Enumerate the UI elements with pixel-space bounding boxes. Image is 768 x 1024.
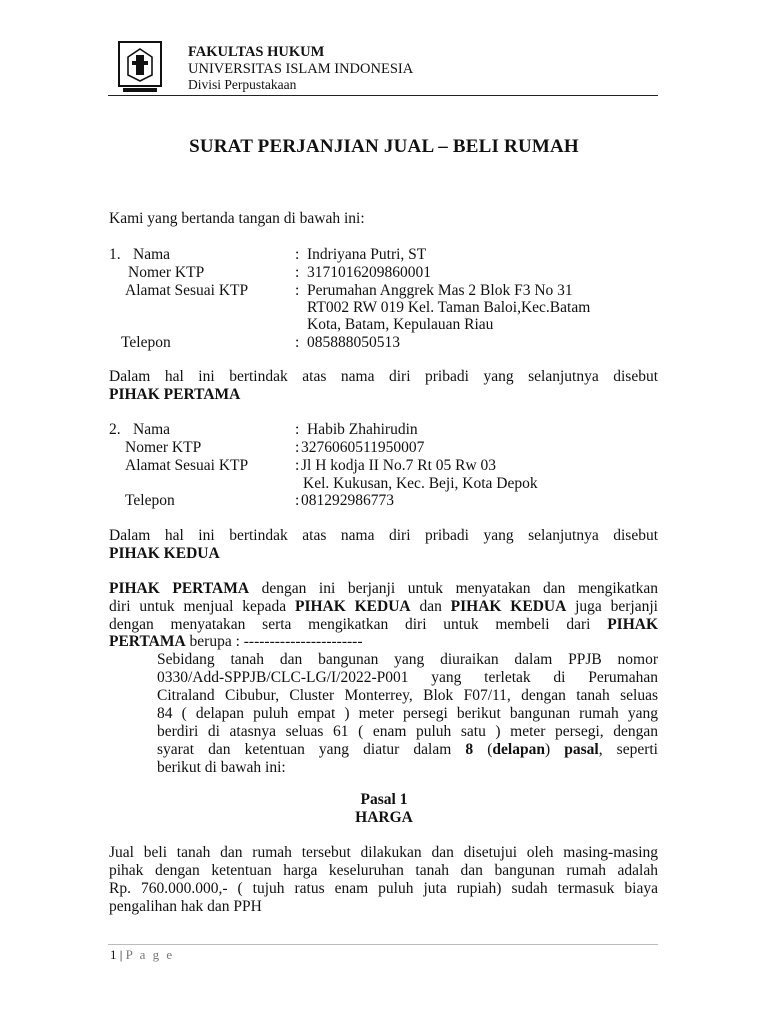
- object-line3: Citraland Cibubur, Cluster Monterrey, Blok F07/11, dengan tanah seluas: [157, 687, 658, 704]
- agreement-line1: [109, 580, 658, 598]
- object-line6: [157, 741, 658, 759]
- party1-alamat-line3: Kota, Batam, Kepulauan Riau: [307, 316, 494, 333]
- party1-alamat-label: Alamat Sesuai KTP: [125, 282, 249, 299]
- agreement-line2: [109, 598, 658, 616]
- document-title: SURAT PERJANJIAN JUAL – BELI RUMAH: [189, 136, 579, 157]
- bold-text: PIHAK KEDUA: [450, 598, 567, 615]
- bold-text: delapan: [492, 741, 545, 758]
- party2-alamat-line2: Kel. Kukusan, Kec. Beji, Kota Depok: [303, 475, 538, 492]
- party2-nama-value: Habib Zhahirudin: [307, 421, 418, 438]
- text: juga berjanji: [566, 598, 658, 615]
- agreement-line4: [109, 633, 363, 651]
- text: syarat dan ketentuan yang diatur dalam: [157, 741, 466, 758]
- text: , seperti: [598, 741, 658, 758]
- bold-text: PERTAMA: [109, 633, 186, 650]
- text: dengan menyatakan serta mengikatkan diri untuk membeli dari: [109, 616, 608, 633]
- party2-telp-label: Telepon: [125, 492, 175, 509]
- object-line2: 0330/Add-SPPJB/CLC-LG/I/2022-P001 yang terletak di Perumahan: [157, 669, 658, 686]
- university-logo: [118, 41, 162, 93]
- faculty-name: FAKULTAS HUKUM: [188, 44, 325, 60]
- object-line7: berikut di bawah ini:: [157, 759, 286, 776]
- header-divider: [108, 95, 658, 96]
- pasal1-heading: Pasal 1: [360, 791, 408, 808]
- party2-ktp-value: 3276060511950007: [301, 439, 425, 456]
- colon: :: [295, 492, 300, 509]
- intro-text: Kami yang bertanda tangan di bawah ini:: [109, 210, 365, 227]
- statement1-party-name: PIHAK PERTAMA: [109, 386, 241, 403]
- page-num-value: 1: [110, 947, 117, 962]
- agreement-line3: [109, 616, 658, 634]
- party1-alamat-line2: RT002 RW 019 Kel. Taman Baloi,Kec.Batam: [307, 299, 591, 316]
- party1-ktp-label: Nomer KTP: [128, 264, 205, 281]
- page-separator: |: [116, 947, 126, 962]
- colon: :: [295, 246, 300, 263]
- footer-divider: [108, 944, 658, 945]
- pasal1-line3: Rp. 760.000.000,- ( tujuh ratus enam puluh juta rupiah) sudah termasuk biaya: [109, 880, 658, 897]
- pasal1-line2: pihak dengan ketentuan harga keseluruhan tanah dan bangunan rumah adalah: [109, 862, 658, 879]
- party1-number: 1.: [109, 246, 121, 263]
- colon: :: [295, 334, 300, 351]
- colon: :: [295, 282, 300, 299]
- colon: :: [295, 439, 300, 456]
- text: (: [473, 741, 493, 758]
- object-line5: berdiri di atasnya seluas 61 ( enam puluh satu ) meter persegi, dengan: [157, 723, 658, 740]
- bold-text: PIHAK: [607, 616, 658, 633]
- party2-nama-label: Nama: [133, 421, 171, 438]
- colon: :: [295, 264, 300, 281]
- text: diri untuk menjual kepada: [109, 598, 295, 615]
- text: berupa : -----------------------: [185, 633, 363, 650]
- party1-telp-label: Telepon: [121, 334, 171, 351]
- party2-alamat-line1: Jl H kodja II No.7 Rt 05 Rw 03: [301, 457, 497, 474]
- page-number: [110, 947, 174, 963]
- statement2-party-name: PIHAK KEDUA: [109, 545, 220, 562]
- bold-text: pasal: [564, 741, 599, 758]
- text: dan: [410, 598, 451, 615]
- party1-ktp-value: 3171016209860001: [307, 264, 431, 281]
- bold-text: PIHAK PERTAMA: [109, 580, 250, 597]
- division-name: Divisi Perpustakaan: [188, 77, 297, 92]
- object-line4: 84 ( delapan puluh empat ) meter persegi berikut bangunan rumah yang: [157, 705, 658, 722]
- party1-nama-value: Indriyana Putri, ST: [307, 246, 427, 263]
- pasal1-title: HARGA: [355, 809, 413, 826]
- pasal1-line1: Jual beli tanah dan rumah tersebut dilakukan dan disetujui oleh masing-masing: [109, 844, 658, 861]
- party2-alamat-label: Alamat Sesuai KTP: [125, 457, 249, 474]
- pasal1-line4: pengalihan hak dan PPH: [109, 898, 262, 915]
- text: dengan ini berjanji untuk menyatakan dan mengikatkan: [249, 580, 659, 597]
- object-line1: Sebidang tanah dan bangunan yang diuraikan dalam PPJB nomor: [157, 651, 658, 668]
- party2-telp-value: 081292986773: [301, 492, 394, 509]
- party2-number: 2.: [109, 421, 121, 438]
- statement2-line: Dalam hal ini bertindak atas nama diri pribadi yang selanjutnya disebut: [109, 527, 658, 544]
- statement1-line: Dalam hal ini bertindak atas nama diri pribadi yang selanjutnya disebut: [109, 368, 658, 385]
- party2-ktp-label: Nomer KTP: [125, 439, 202, 456]
- page-word: P a g e: [125, 947, 175, 962]
- party1-nama-label: Nama: [133, 246, 171, 263]
- bold-text: 8: [465, 741, 474, 758]
- bold-text: PIHAK KEDUA: [294, 598, 411, 615]
- text: ): [544, 741, 565, 758]
- university-name: UNIVERSITAS ISLAM INDONESIA: [188, 61, 414, 77]
- party1-telp-value: 085888050513: [307, 334, 400, 351]
- party1-alamat-line1: Perumahan Anggrek Mas 2 Blok F3 No 31: [307, 282, 573, 299]
- colon: :: [295, 457, 300, 474]
- colon: :: [295, 421, 300, 438]
